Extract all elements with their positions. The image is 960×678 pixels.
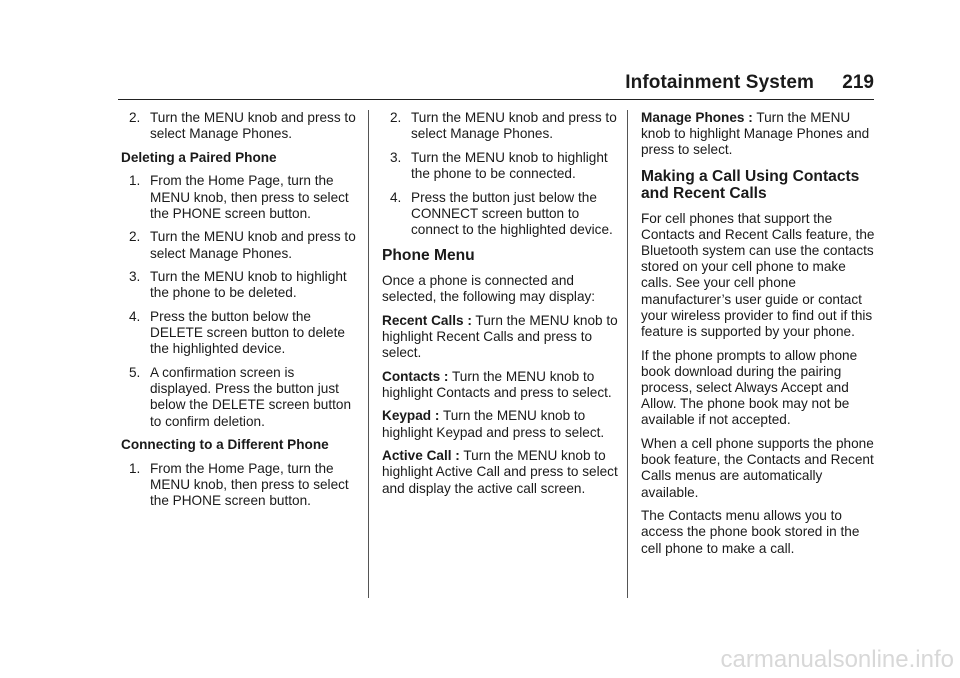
list-number: 2.: [129, 110, 141, 125]
column-3: [641, 110, 877, 564]
subheading-deleting: Deleting a Paired Phone: [121, 149, 277, 165]
header-rule: [118, 99, 874, 100]
list-item: [121, 229, 359, 261]
paragraph: The Contacts menu allows you to access the phone book stored in the cell phone to make a call.: [641, 508, 860, 556]
list-text: Turn the MENU knob to highlight the phone to be connected.: [411, 149, 608, 181]
list-text: From the Home Page, turn the MENU knob, then press to select the PHONE screen button.: [150, 460, 349, 509]
list-number: 1.: [129, 460, 141, 476]
page-number: 219: [842, 72, 874, 93]
list-text: A confirmation screen is displayed. Press the button just below the DELETE screen button to confirm deletion.: [150, 364, 351, 429]
definition-text: Turn the MENU knob to highlight Manage Phones and press to select.: [641, 110, 870, 158]
list-number: 2.: [129, 229, 141, 245]
definition-term: Active Call :: [382, 448, 460, 464]
list-number: 2.: [390, 110, 402, 125]
list-number: 1.: [129, 173, 141, 189]
watermark: carmanualsonline.info: [720, 646, 954, 673]
section-title: Infotainment System: [625, 72, 814, 93]
list-item: [382, 190, 618, 239]
heading-phone-menu: Phone Menu: [382, 247, 475, 265]
paragraph: For cell phones that support the Contacts and Recent Calls feature, the Bluetooth system can use the contacts stored on your cell phone to make calls. See your cell phone manufacturer’s user guide or contact your wireless provider to find out if this feature is supported by your phone.: [641, 210, 875, 340]
definition-term: Manage Phones :: [641, 110, 753, 125]
list-text: Turn the MENU knob to highlight the phone to be deleted.: [150, 269, 347, 301]
list-text: Press the button below the DELETE screen button to delete the highlighted device.: [150, 308, 345, 357]
paragraph: If the phone prompts to allow phone book download during the pairing process, select Always Accept and Allow. The phone book may not be available if not accepted.: [641, 347, 858, 428]
definition-text: Turn the MENU knob to highlight Contacts and press to select.: [382, 368, 612, 400]
list-text: Turn the MENU knob and press to select Manage Phones.: [150, 110, 356, 142]
definition-term: Contacts :: [382, 368, 449, 384]
definition-entry: [382, 369, 618, 401]
definition-text: Turn the MENU knob to highlight Recent Calls and press to select.: [382, 312, 618, 360]
list-text: Press the button just below the CONNECT screen button to connect to the highlighted device.: [411, 189, 613, 237]
list-item: [121, 461, 359, 510]
definition-text: Turn the MENU knob to highlight Active Call and press to select and display the active call screen.: [382, 448, 618, 496]
definition-term: Recent Calls :: [382, 312, 472, 328]
column-divider-1: [368, 110, 369, 598]
list-item: [382, 110, 618, 142]
list-number: 4.: [129, 308, 141, 324]
definition-entry: [641, 110, 877, 159]
list-number: 5.: [129, 364, 141, 380]
list-item: [382, 150, 618, 182]
page-header: [118, 72, 874, 94]
list-text: From the Home Page, turn the MENU knob, then press to select the PHONE screen button.: [150, 173, 349, 221]
list-item: [121, 173, 359, 222]
list-number: 3.: [129, 269, 141, 285]
list-text: Turn the MENU knob and press to select Manage Phones.: [411, 110, 617, 142]
list-text: Turn the MENU knob and press to select Manage Phones.: [150, 229, 356, 261]
intro-paragraph: Once a phone is connected and selected, the following may display:: [382, 272, 596, 304]
column-2: [382, 110, 618, 504]
list-number: 3.: [390, 149, 402, 165]
paragraph: When a cell phone supports the phone book feature, the Contacts and Recent Calls menus are automatically available.: [641, 436, 874, 500]
heading-making-a-call: Making a Call Using Contacts and Recent Calls: [641, 167, 860, 203]
definition-entry: [382, 448, 618, 497]
definition-entry: [382, 313, 618, 362]
definition-term: Keypad :: [382, 408, 440, 424]
definition-entry: [382, 408, 618, 440]
list-item: [121, 269, 359, 301]
subheading-connecting: Connecting to a Different Phone: [121, 437, 329, 453]
definition-text: Turn the MENU knob to highlight Keypad and press to select.: [382, 408, 605, 440]
column-1: [121, 110, 359, 517]
list-item: [121, 365, 359, 430]
column-divider-2: [627, 110, 628, 598]
list-item: [121, 309, 359, 358]
list-number: 4.: [390, 189, 402, 205]
list-item: [121, 110, 359, 142]
